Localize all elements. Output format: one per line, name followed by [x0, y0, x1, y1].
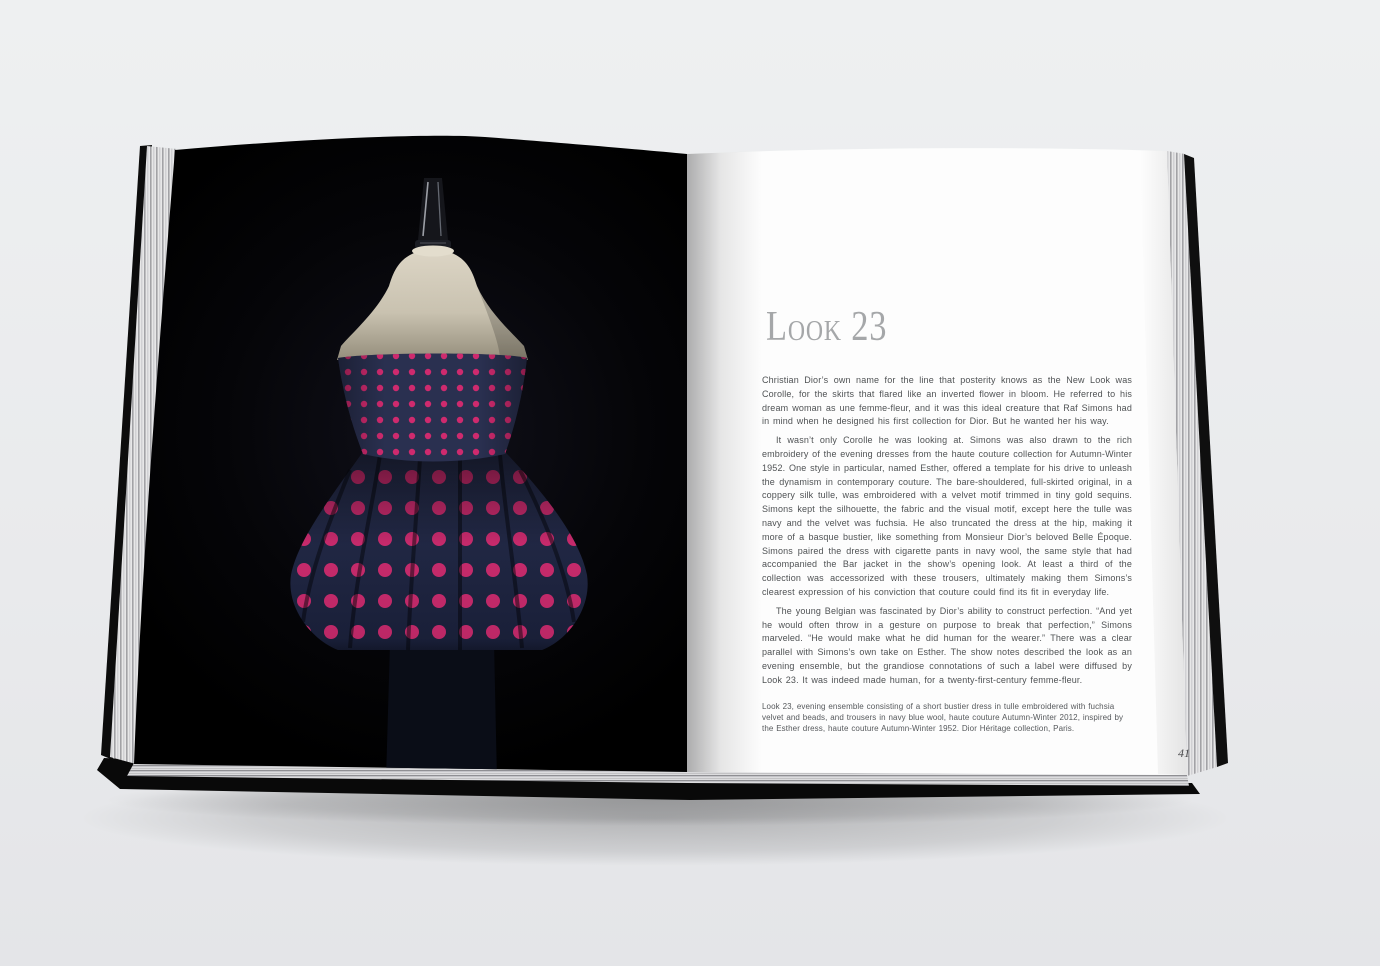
paragraph-3: The young Belgian was fascinated by Dior’s ability to construct perfection. “And yet he would often throw in a gesture on purpose to break that perfection,” Simons marveled. “He would make what he did human for the wearer.” There was a clear parallel with Simons’s own take on Esther. The show notes described the look as an evening ensemble, but the grandiose connotations of such a label were diffused by Look 23. It was indeed made human, for a twenty-first-century femme-fleur.	[762, 605, 1132, 685]
photo-caption: Look 23, evening ensemble consisting of a short bustier dress in tulle embroidered with fuchsia velvet and beads, and trousers in navy blue wool, haute couture Autumn-Winter 2012, inspired by the Esther dress, haute couture Autumn-Winter 1952. Dior Héritage collection, Paris.	[762, 701, 1124, 733]
page-number: 41	[1178, 746, 1190, 760]
look-heading: Look 23	[766, 304, 888, 350]
paragraph-2: It wasn’t only Corolle he was looking at. Simons was also drawn to the rich embroidery of the evening dresses from the haute couture collection for Autumn-Winter 1952. One style in particular, named Esther, offered a template for his drive to unleash the dynamism in contemporary couture. The bare-shouldered, full-skirted original, in a coppery silk tulle, was embroidered with a velvet motif trimmed in tiny gold sequins. Simons kept the silhouette, the fabric and the visual motif, except here the tulle was navy and the velvet was fuchsia. He also truncated the dress at the hip, making it more of a basque bustier, like something from Monsieur Dior’s beloved Belle Époque. Simons paired the dress with cigarette pants in navy wool, the same style that had accompanied the Bar jacket in the show’s opening look. At least a third of the collection was accessorized with these trousers, ultimately making them Simons’s clearest expression of his conviction that couture could find its fit in everyday life.	[762, 435, 1132, 597]
body-text-block	[762, 374, 1132, 739]
paragraph-1: Christian Dior’s own name for the line that posterity knows as the New Look was Corolle, for the skirts that flared like an inverted flower in bloom. He referred to his dream woman as une femme-fleur, and it was this ideal creature that Raf Simons had in mind when he designed his first collection for Dior. But he wanted her his way.	[762, 375, 1132, 427]
